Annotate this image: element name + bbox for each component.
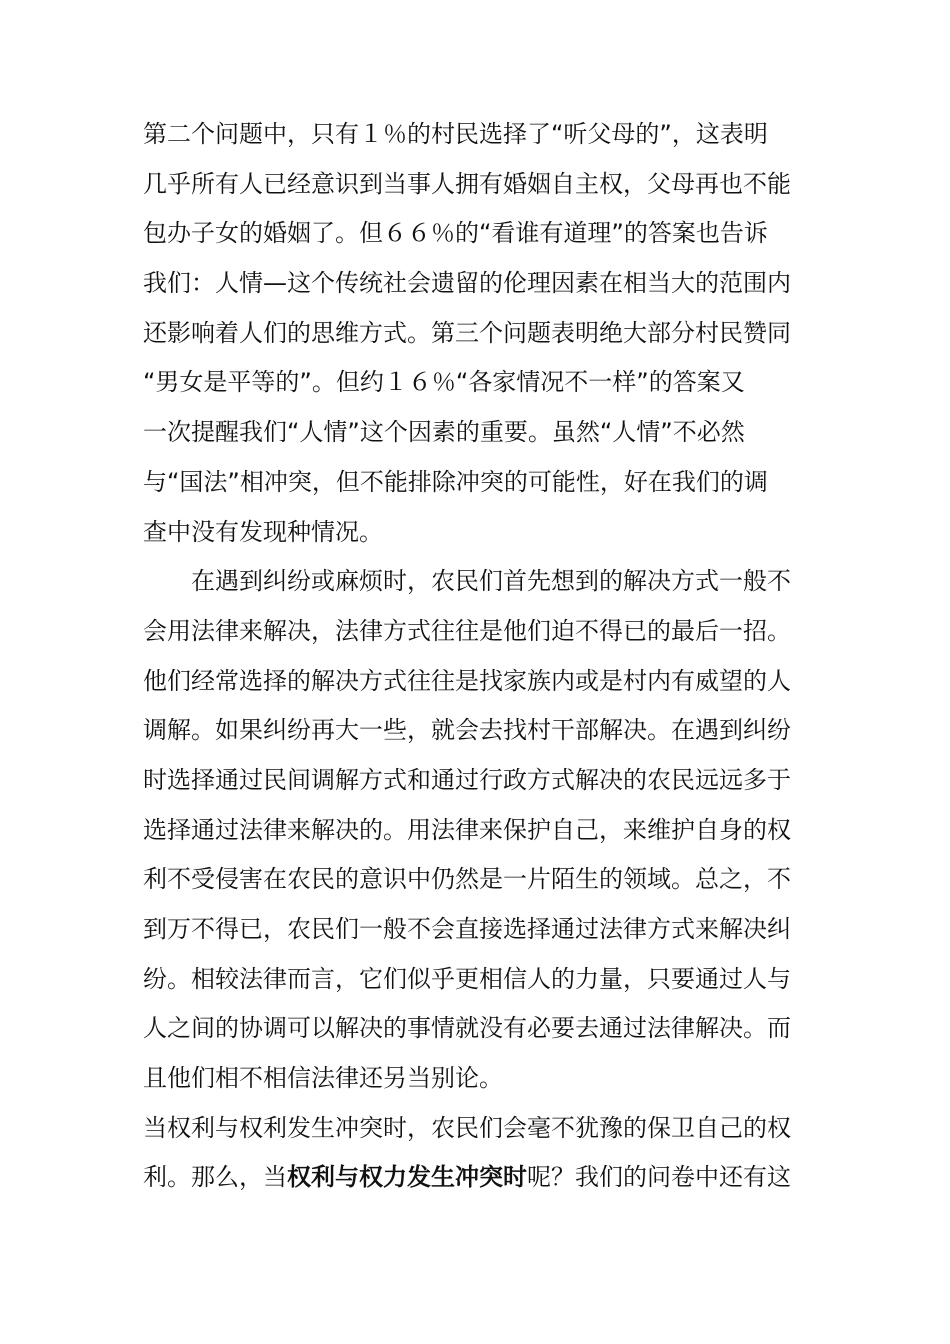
paragraph-2-line: 会用法律来解决，法律方式往往是他们迫不得已的最后一招。 <box>143 616 791 645</box>
paragraph-3-line-emphasis <box>143 1153 813 1203</box>
paragraph-1-line: 第二个问题中，只有１％的村民选择了“听父母的”，这表明 <box>143 120 768 148</box>
paragraph-2-line: 调解。如果纠纷再大一些，就会去找村干部解决。在遇到纠纷 <box>143 716 791 745</box>
paragraph-2-line: 在遇到纠纷或麻烦时，农民们首先想到的解决方式一般不 <box>191 567 791 596</box>
bold-phrase: 权利与权力发生冲突时 <box>287 1163 527 1192</box>
paragraph-2-line: 到万不得已，农民们一般不会直接选择通过法律方式来解决纠 <box>143 915 791 943</box>
paragraph-2 <box>143 557 813 1104</box>
paragraph-1-line: 我们：人情—这个传统社会遗留的伦理因素在相当大的范围内 <box>143 269 791 298</box>
text-run: 利。那么，当 <box>143 1163 287 1192</box>
paragraph-2-line: 人之间的协调可以解决的事情就没有必要去通过法律解决。而 <box>143 1014 791 1043</box>
paragraph-1 <box>143 110 813 557</box>
paragraph-2-line: 纷。相较法律而言，它们似乎更相信人的力量，只要通过人与 <box>143 964 791 993</box>
paragraph-2-line: 选择通过法律来解决的。用法律来保护自己，来维护自身的权 <box>143 815 791 844</box>
paragraph-3-line: 当权利与权利发生冲突时，农民们会毫不犹豫的保卫自己的权 <box>143 1113 791 1142</box>
paragraph-3 <box>143 1104 813 1203</box>
document-body <box>143 110 813 1203</box>
paragraph-1-line: 一次提醒我们“人情”这个因素的重要。虽然“人情”不必然 <box>143 418 745 447</box>
paragraph-2-line: 利不受侵害在农民的意识中仍然是一片陌生的领域。总之，不 <box>143 865 791 894</box>
paragraph-1-line: 几乎所有人已经意识到当事人拥有婚姻自主权，父母再也不能 <box>143 169 791 198</box>
paragraph-2-line: 且他们相不相信法律还另当别论。 <box>143 1064 503 1093</box>
paragraph-1-line: “男女是平等的”。但约１６％“各家情况不一样”的答案又 <box>143 368 745 397</box>
paragraph-1-line: 包办子女的婚姻了。但６６％的“看谁有道理”的答案也告诉 <box>143 219 768 248</box>
paragraph-1-line: 与“国法”相冲突，但不能排除冲突的可能性，好在我们的调 <box>143 467 768 496</box>
paragraph-2-line: 时选择通过民间调解方式和通过行政方式解决的农民远远多于 <box>143 765 791 794</box>
paragraph-2-line: 他们经常选择的解决方式往往是找家族内或是村内有威望的人 <box>143 666 791 695</box>
paragraph-1-line: 查中没有发现种情况。 <box>143 517 383 546</box>
paragraph-1-line: 还影响着人们的思维方式。第三个问题表明绝大部分村民赞同 <box>143 318 791 347</box>
text-run: 呢？我们的问卷中还有这 <box>527 1163 791 1192</box>
